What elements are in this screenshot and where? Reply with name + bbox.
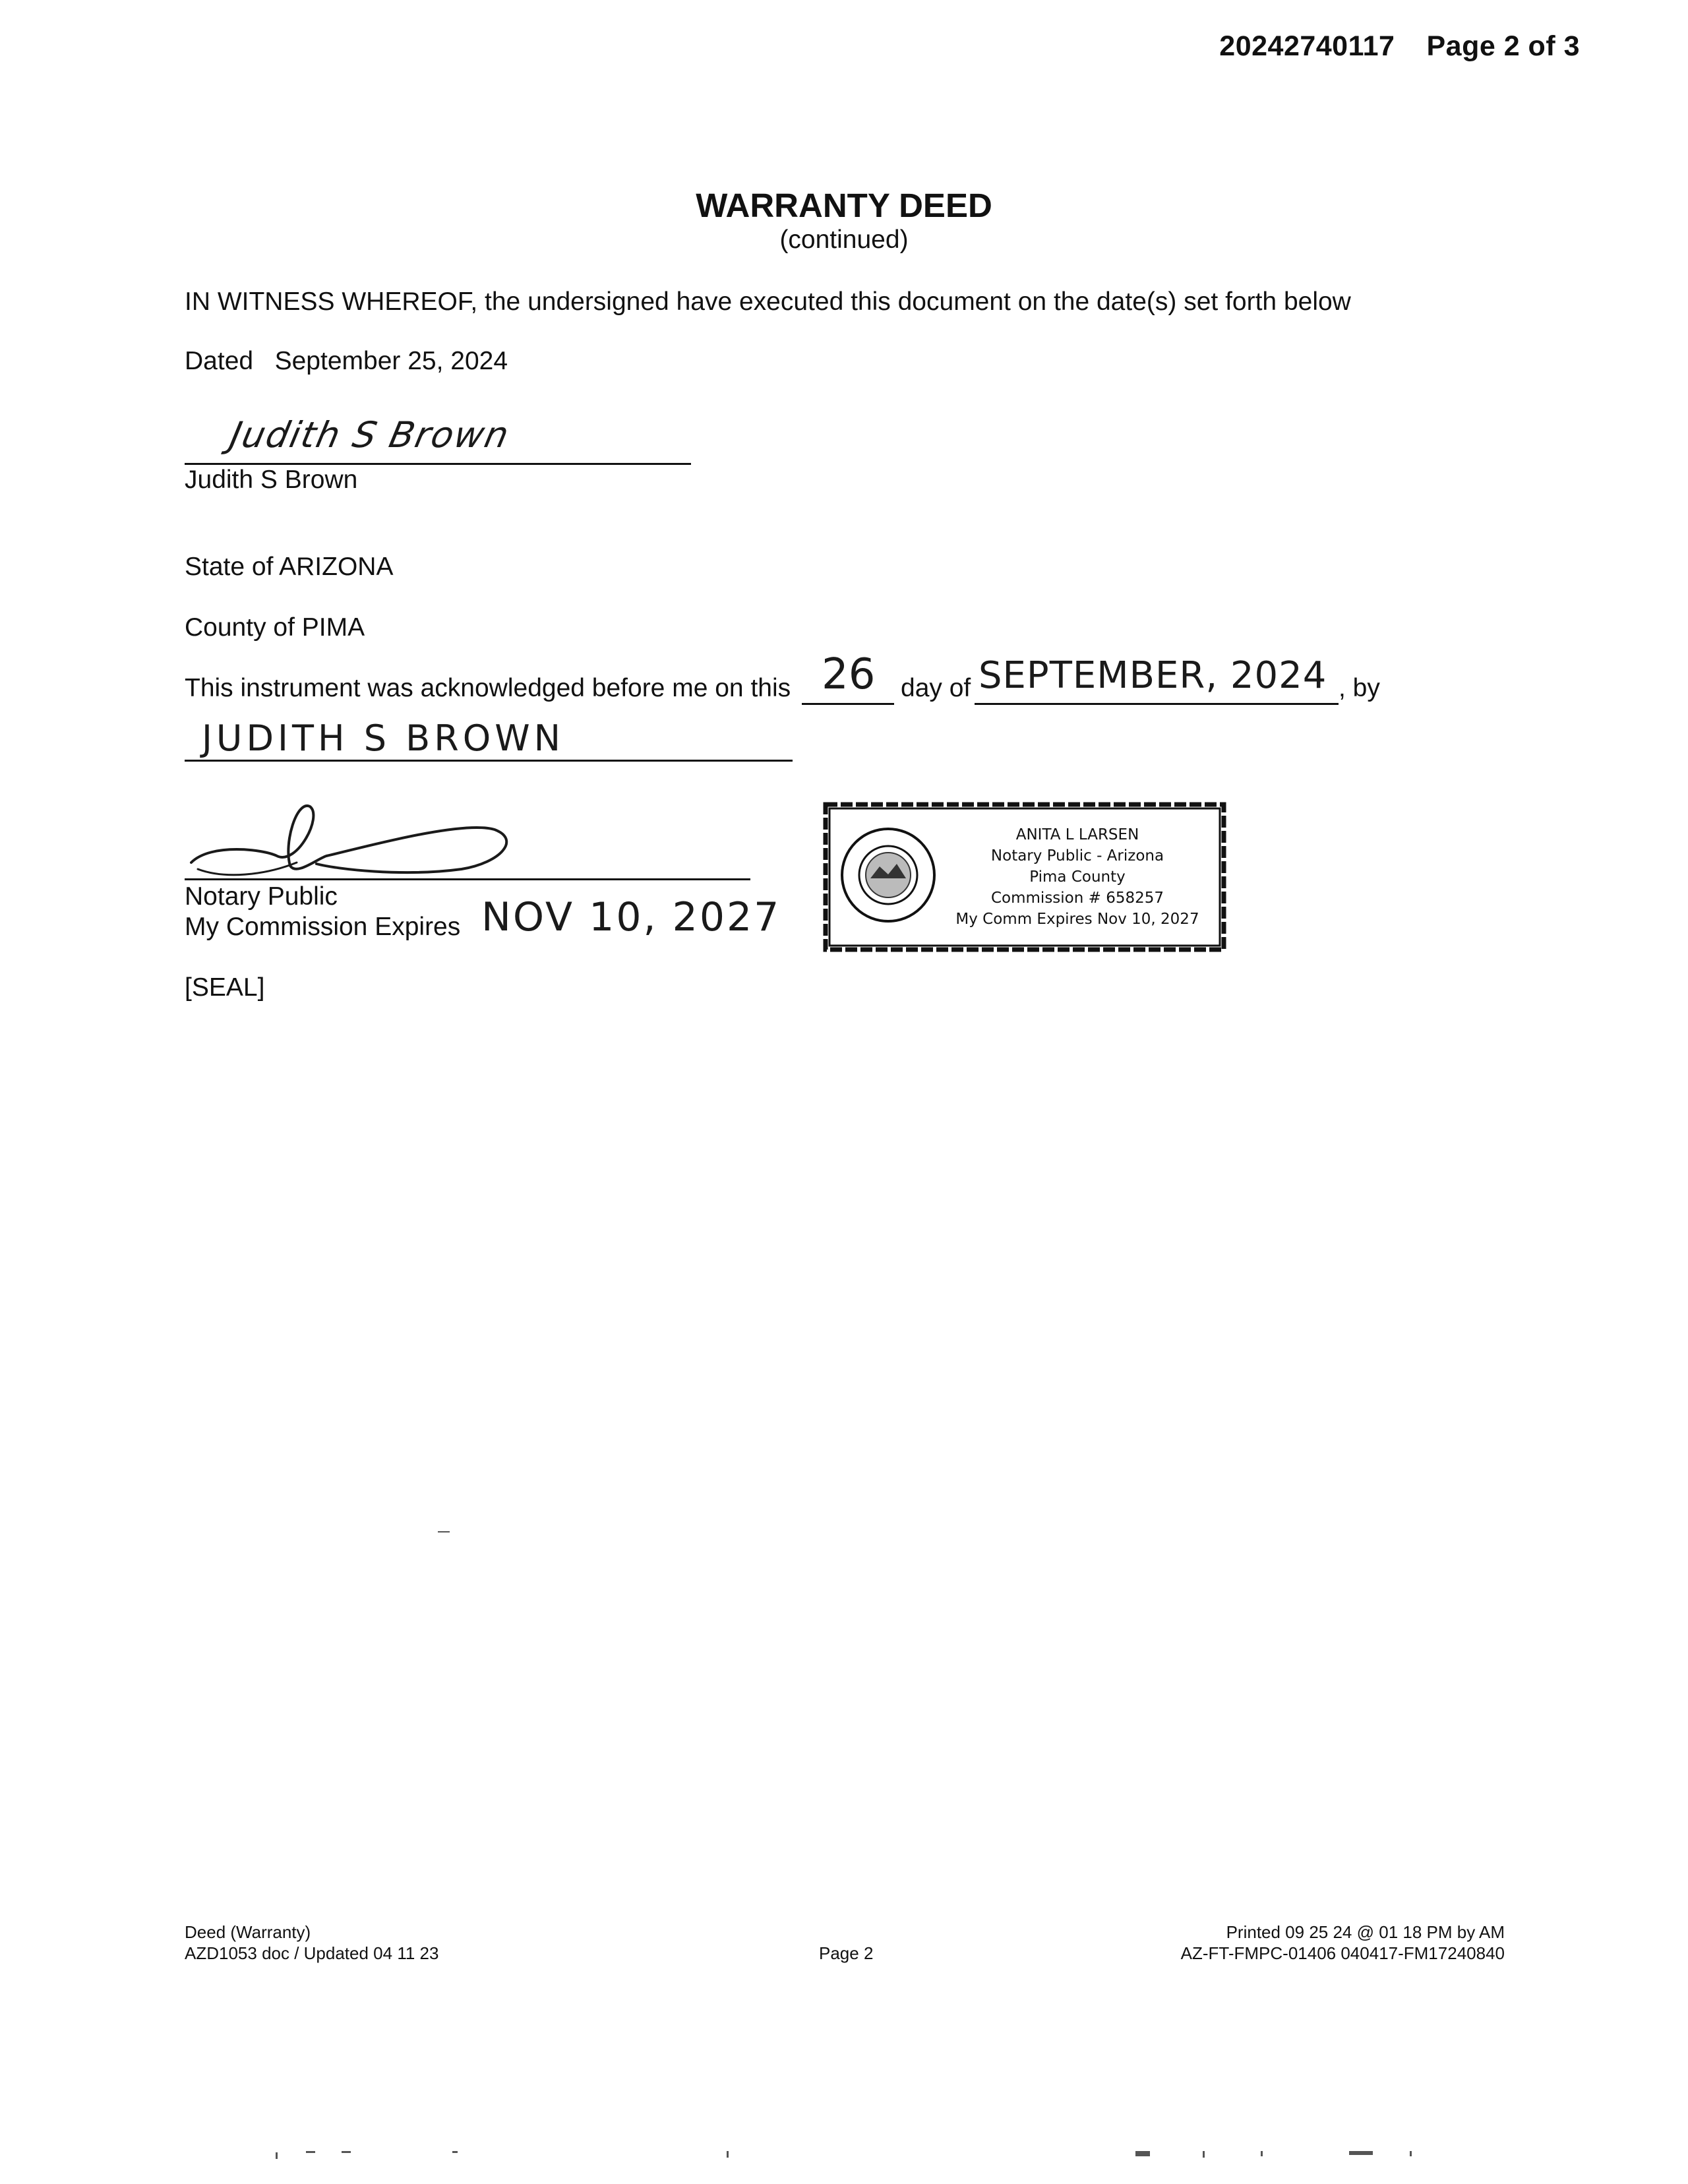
page-indicator: Page 2 of 3	[1426, 30, 1580, 62]
ack-day-handwritten: 26	[822, 650, 876, 699]
dated-line	[185, 347, 508, 376]
ack-month-year-handwritten: SEPTEMBER, 2024	[979, 654, 1327, 697]
ack-name-line	[185, 760, 793, 762]
scan-noise	[452, 2151, 458, 2153]
document-header	[1219, 30, 1580, 63]
scan-noise	[727, 2151, 729, 2158]
footer-form-name: Deed (Warranty)	[185, 1922, 311, 1942]
grantor-signature-line	[185, 463, 691, 465]
footer-page-number: Page 2	[819, 1943, 874, 1963]
document-title: WARRANTY DEED	[696, 187, 992, 224]
scan-noise	[342, 2151, 351, 2153]
ack-day-line	[802, 703, 894, 705]
stamp-notary-name: ANITA L LARSEN	[1015, 826, 1139, 843]
scan-noise	[1410, 2151, 1412, 2156]
state-seal-icon	[839, 826, 938, 925]
scan-noise	[276, 2152, 278, 2159]
footer-left	[185, 1922, 438, 1964]
stray-mark	[438, 1531, 450, 1532]
dated-label: Dated	[185, 347, 254, 375]
stamp-county: Pima County	[1029, 868, 1126, 886]
seal-label: [SEAL]	[185, 973, 265, 1002]
scan-noise	[1349, 2151, 1373, 2155]
stamp-notary-title: Notary Public - Arizona	[990, 847, 1164, 864]
dated-value: September 25, 2024	[274, 347, 508, 375]
notary-public-label: Notary Public	[185, 882, 338, 911]
scan-noise	[1203, 2151, 1205, 2158]
notary-signature-line	[185, 878, 750, 880]
acknowledgment-prefix: This instrument was acknowledged before me on this	[185, 674, 791, 702]
scan-noise	[306, 2151, 315, 2153]
stamp-expires: My Comm Expires Nov 10, 2027	[955, 911, 1199, 928]
witness-statement: IN WITNESS WHEREOF, the undersigned have executed this document on the date(s) set forth below	[185, 288, 1351, 316]
scan-noise	[1261, 2151, 1263, 2156]
notary-signature	[185, 803, 514, 882]
county-line: County of PIMA	[185, 613, 365, 642]
grantor-printed-name: Judith S Brown	[185, 466, 358, 494]
commission-expires-handwritten: NOV 10, 2027	[481, 894, 781, 940]
stamp-text-block	[932, 824, 1222, 930]
footer-right	[1181, 1922, 1505, 1964]
notary-stamp	[820, 799, 1229, 955]
grantor-signature: Judith S Brown	[226, 414, 514, 456]
scan-noise	[1135, 2151, 1150, 2156]
ack-by-name-handwritten: JUDITH S BROWN	[202, 717, 565, 759]
document-subtitle: (continued)	[779, 226, 909, 254]
ack-by-label: , by	[1339, 674, 1380, 702]
ack-month-line	[975, 703, 1339, 705]
ack-day-of-label: day of	[901, 674, 971, 702]
footer-form-code: AZD1053 doc / Updated 04 11 23	[185, 1943, 439, 1963]
footer-printed-info: Printed 09 25 24 @ 01 18 PM by AM	[1226, 1922, 1505, 1942]
footer-file-code: AZ-FT-FMPC-01406 040417-FM17240840	[1180, 1943, 1505, 1963]
document-number: 20242740117	[1219, 30, 1395, 62]
stamp-commission: Commission # 658257	[990, 890, 1164, 907]
state-line: State of ARIZONA	[185, 553, 394, 581]
commission-expires-label: My Commission Expires	[185, 913, 461, 941]
